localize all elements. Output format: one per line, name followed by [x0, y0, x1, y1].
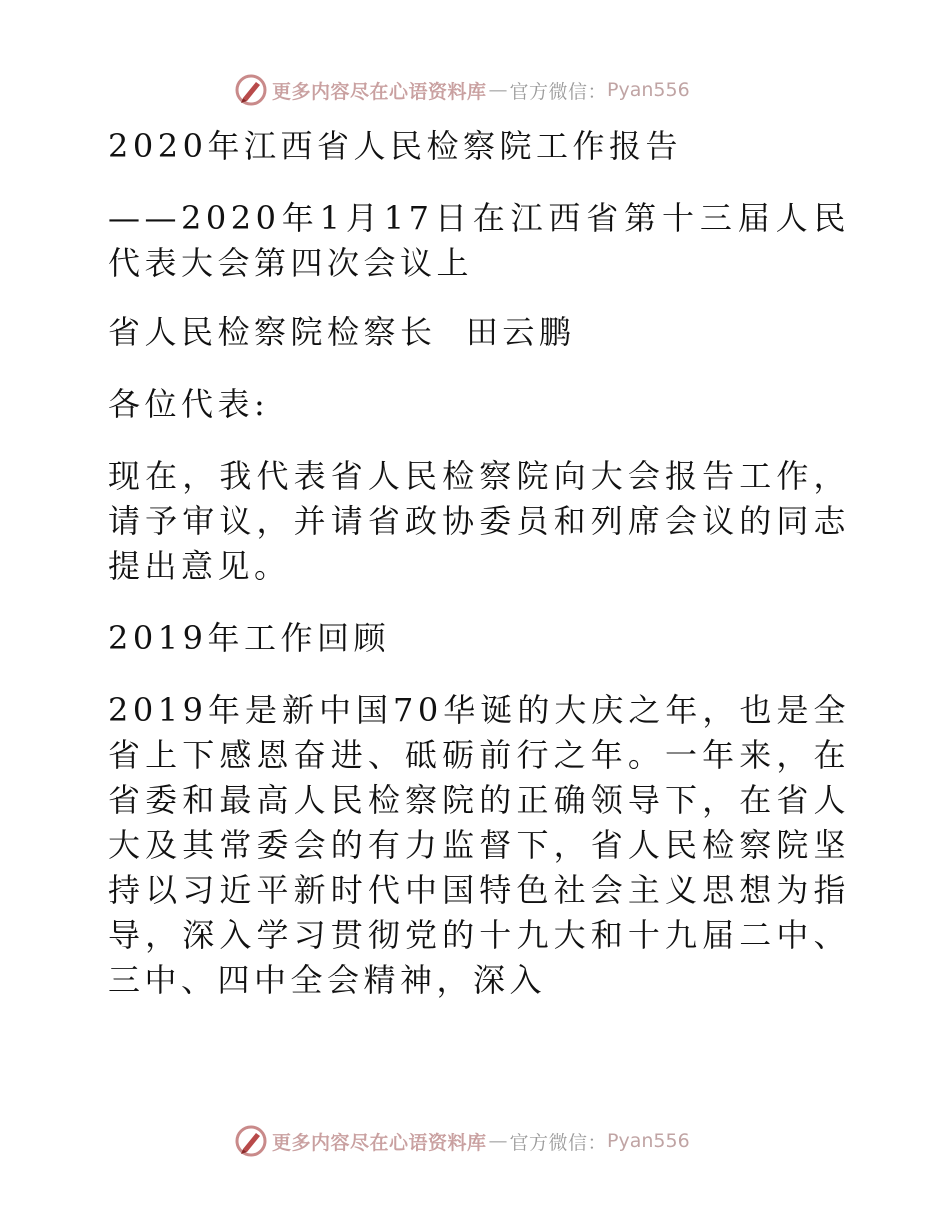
- watermark-separator: —: [488, 79, 508, 101]
- watermark-contact-id: Pyan556: [607, 79, 690, 101]
- document-subtitle: ——2020年1月17日在江西省第十三届人民代表大会第四次会议上: [108, 199, 850, 282]
- watermark-site-name: 更多内容尽在心语资料库: [272, 1131, 487, 1154]
- header-watermark: [234, 73, 690, 107]
- document-title: 2020年江西省人民检察院工作报告: [108, 127, 682, 165]
- watermark-separator: —: [488, 1130, 508, 1152]
- document-salutation: 各位代表:: [108, 385, 270, 423]
- pen-logo-icon: [234, 1124, 268, 1158]
- section-heading: 2019年工作回顾: [108, 619, 390, 657]
- footer-watermark: [234, 1124, 690, 1158]
- watermark-site-name: 更多内容尽在心语资料库: [272, 80, 487, 103]
- watermark-contact-id: Pyan556: [607, 1130, 690, 1152]
- pen-logo-icon: [234, 73, 268, 107]
- watermark-contact-label: 官方微信：: [509, 80, 608, 103]
- document-intro-paragraph: 现在，我代表省人民检察院向大会报告工作，请予审议，并请省政协委员和列席会议的同志提出意见。: [108, 457, 850, 585]
- watermark-contact-label: 官方微信：: [509, 1131, 608, 1154]
- body-paragraph: 2019年是新中国70华诞的大庆之年，也是全省上下感恩奋进、砥砺前行之年。一年来，在省委和最高人民检察院的正确领导下，在省人大及其常委会的有力监督下，省人民检察院坚持以习近平新时代中国特色社会主义思想为指导，深入学习贯彻党的十九大和十九届二中、三中、四中全会精神，深入: [108, 691, 850, 999]
- document-author: 省人民检察院检察长 田云鹏: [108, 313, 576, 351]
- document-body: [98, 124, 850, 1030]
